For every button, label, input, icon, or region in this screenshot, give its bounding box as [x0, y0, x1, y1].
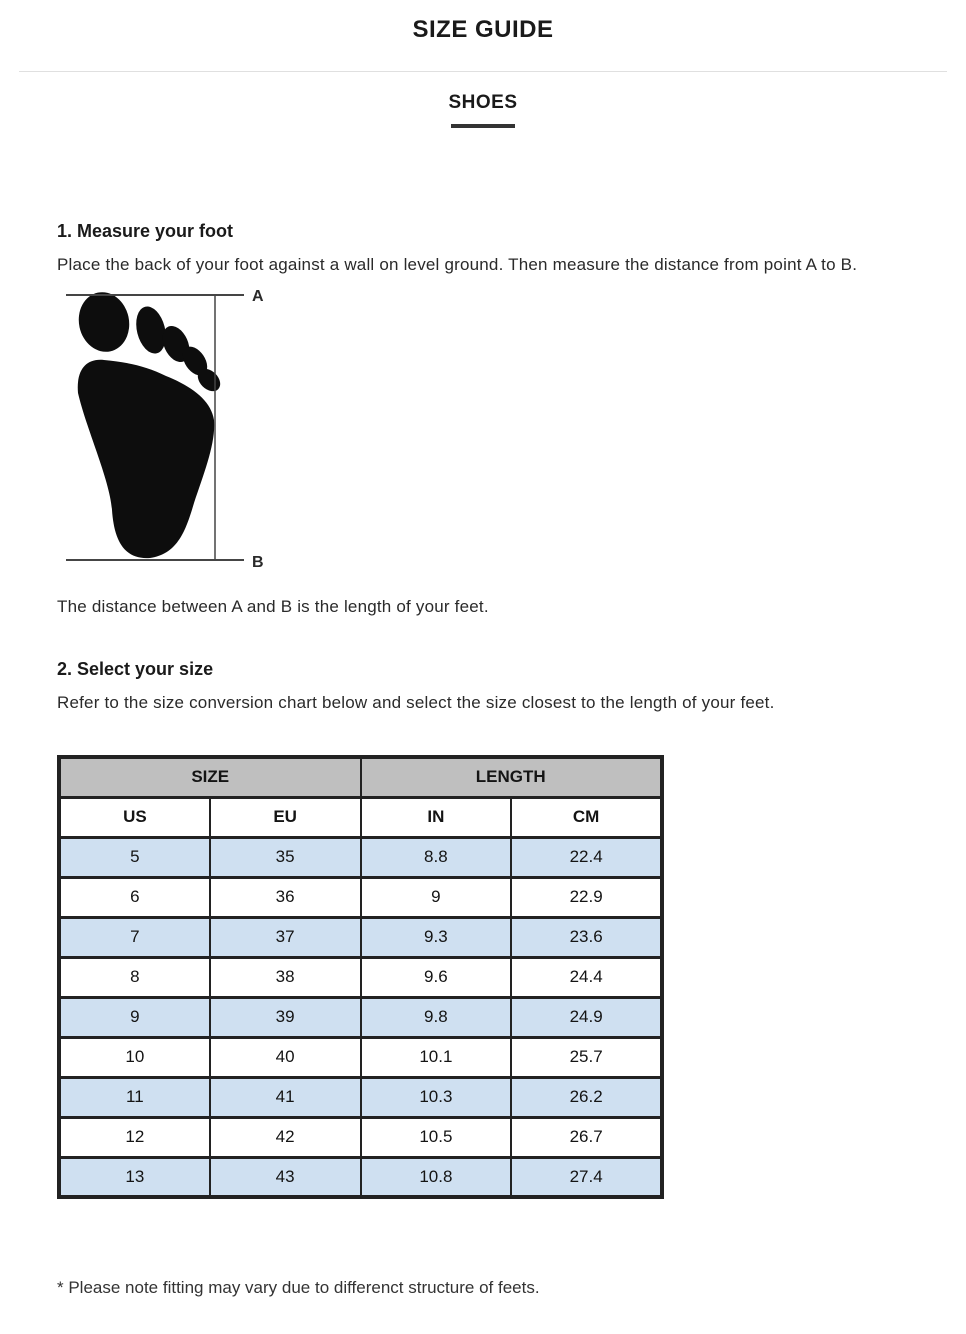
cell-cm: 27.4 — [511, 1157, 662, 1197]
cell-cm: 26.2 — [511, 1077, 662, 1117]
page-title: SIZE GUIDE — [412, 16, 554, 43]
cell-eu: 37 — [210, 917, 361, 957]
cell-eu: 42 — [210, 1117, 361, 1157]
cell-us: 7 — [59, 917, 210, 957]
foot-silhouette-icon — [73, 288, 224, 558]
cell-us: 9 — [59, 997, 210, 1037]
cell-cm: 22.4 — [511, 837, 662, 877]
point-a-label: A — [252, 288, 264, 305]
cell-eu: 38 — [210, 957, 361, 997]
column-header-row — [59, 797, 662, 837]
length-group-header: LENGTH — [361, 757, 663, 797]
cell-in: 9.3 — [361, 917, 512, 957]
cell-in: 10.8 — [361, 1157, 512, 1197]
table-row — [59, 997, 662, 1037]
cell-in: 9 — [361, 877, 512, 917]
fitting-footnote: * Please note fitting may vary due to differenct structure of feets. — [57, 1278, 540, 1297]
column-header-cm: CM — [511, 797, 662, 837]
cell-in: 9.8 — [361, 997, 512, 1037]
cell-in: 9.6 — [361, 957, 512, 997]
table-row — [59, 1077, 662, 1117]
table-row — [59, 917, 662, 957]
step1-heading: 1. Measure your foot — [57, 221, 234, 241]
step1-instructions: Place the back of your foot against a wall on level ground. Then measure the distance from point A to B. — [57, 255, 858, 274]
foot-measurement-diagram — [66, 288, 276, 573]
cell-us: 12 — [59, 1117, 210, 1157]
cell-cm: 22.9 — [511, 877, 662, 917]
size-group-header: SIZE — [59, 757, 361, 797]
cell-eu: 39 — [210, 997, 361, 1037]
cell-us: 6 — [59, 877, 210, 917]
cell-in: 10.5 — [361, 1117, 512, 1157]
subtitle-underline — [451, 124, 515, 128]
cell-us: 11 — [59, 1077, 210, 1117]
cell-eu: 36 — [210, 877, 361, 917]
step2-instructions: Refer to the size conversion chart below and select the size closest to the length of your feet. — [57, 693, 775, 712]
cell-cm: 23.6 — [511, 917, 662, 957]
category-title: SHOES — [448, 92, 518, 113]
group-header-row — [59, 757, 662, 797]
cell-eu: 35 — [210, 837, 361, 877]
cell-us: 5 — [59, 837, 210, 877]
table-row — [59, 1117, 662, 1157]
diagram-caption: The distance between A and B is the length of your feet. — [57, 597, 489, 616]
cell-eu: 41 — [210, 1077, 361, 1117]
column-header-eu: EU — [210, 797, 361, 837]
table-row — [59, 877, 662, 917]
cell-cm: 24.9 — [511, 997, 662, 1037]
table-row — [59, 957, 662, 997]
step2-heading: 2. Select your size — [57, 659, 214, 679]
cell-us: 8 — [59, 957, 210, 997]
cell-eu: 40 — [210, 1037, 361, 1077]
cell-cm: 26.7 — [511, 1117, 662, 1157]
horizontal-divider — [19, 71, 947, 72]
column-header-us: US — [59, 797, 210, 837]
point-b-label: B — [252, 554, 264, 571]
cell-us: 10 — [59, 1037, 210, 1077]
cell-us: 13 — [59, 1157, 210, 1197]
cell-cm: 25.7 — [511, 1037, 662, 1077]
table-row — [59, 1157, 662, 1197]
column-header-in: IN — [361, 797, 512, 837]
table-row — [59, 837, 662, 877]
cell-cm: 24.4 — [511, 957, 662, 997]
cell-in: 10.3 — [361, 1077, 512, 1117]
size-conversion-table — [57, 755, 664, 1199]
table-row — [59, 1037, 662, 1077]
cell-in: 10.1 — [361, 1037, 512, 1077]
cell-in: 8.8 — [361, 837, 512, 877]
cell-eu: 43 — [210, 1157, 361, 1197]
